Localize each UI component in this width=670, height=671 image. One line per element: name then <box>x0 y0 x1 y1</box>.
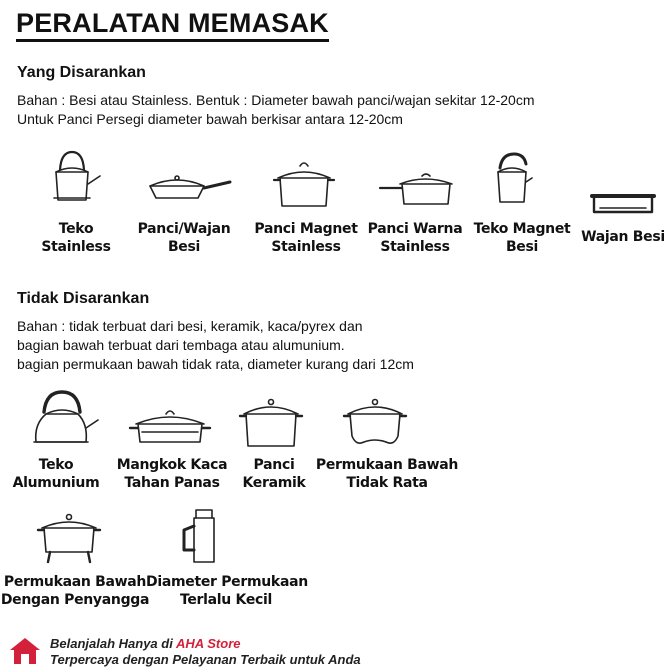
item-label: Permukaan Bawah Dengan Penyangga <box>0 574 150 608</box>
glass-casserole-icon <box>128 406 212 446</box>
stock-pot-icon <box>272 158 336 208</box>
item-label: Permukaan Bawah Tidak Rata <box>315 457 459 491</box>
item-label: Diameter Permukaan Terlalu Kecil <box>146 574 308 608</box>
recommended-line: Bahan : Besi atau Stainless. Bentuk : Diameter bawah panci/wajan sekitar 12-20cm <box>17 92 535 108</box>
item-label: Panci Magnet Stainless <box>254 221 358 255</box>
milk-pot-icon <box>180 506 220 564</box>
page-title: PERALATAN MEMASAK <box>16 8 329 42</box>
item-label: Teko Alumunium <box>12 457 100 491</box>
ceramic-pot-icon <box>238 396 304 448</box>
uneven-pot-icon <box>342 396 408 448</box>
recommended-line: Untuk Panci Persegi diameter bawah berkisar antara 12-20cm <box>17 111 403 127</box>
saucepan-icon <box>378 170 454 206</box>
item-label: Teko Stainless <box>41 221 111 255</box>
griddle-icon <box>588 190 658 216</box>
item-label: Teko Magnet Besi <box>473 221 571 255</box>
not-recommended-line: bagian bawah terbuat dari tembaga atau alumunium. <box>17 337 345 353</box>
kettle-icon <box>46 150 106 202</box>
item-label: Mangkok Kaca Tahan Panas <box>116 457 228 491</box>
not-recommended-line: bagian permukaan bawah tidak rata, diameter kurang dari 12cm <box>17 356 414 372</box>
item-label: Panci/Wajan Besi <box>137 221 231 255</box>
item-label: Panci Keramik <box>242 457 306 491</box>
frying-pan-icon <box>146 172 232 202</box>
footer-slogan: Belanjalah Hanya di AHA Store <box>50 636 241 651</box>
not-recommended-heading: Tidak Disarankan <box>17 290 150 307</box>
footer-tagline: Terpercaya dengan Pelayanan Terbaik untuk Anda <box>50 652 361 667</box>
not-recommended-description <box>17 317 414 374</box>
item-label: Panci Warna Stainless <box>367 221 463 255</box>
legged-pot-icon <box>36 512 102 564</box>
kettle-icon <box>30 390 100 446</box>
item-label: Wajan Besi <box>581 229 665 245</box>
recommended-description <box>17 91 535 129</box>
store-name[interactable]: AHA Store <box>175 636 241 651</box>
home-icon <box>8 636 42 671</box>
recommended-heading: Yang Disarankan <box>17 64 146 81</box>
kettle-icon <box>494 152 534 204</box>
not-recommended-line: Bahan : tidak terbuat dari besi, keramik, kaca/pyrex dan <box>17 318 363 334</box>
